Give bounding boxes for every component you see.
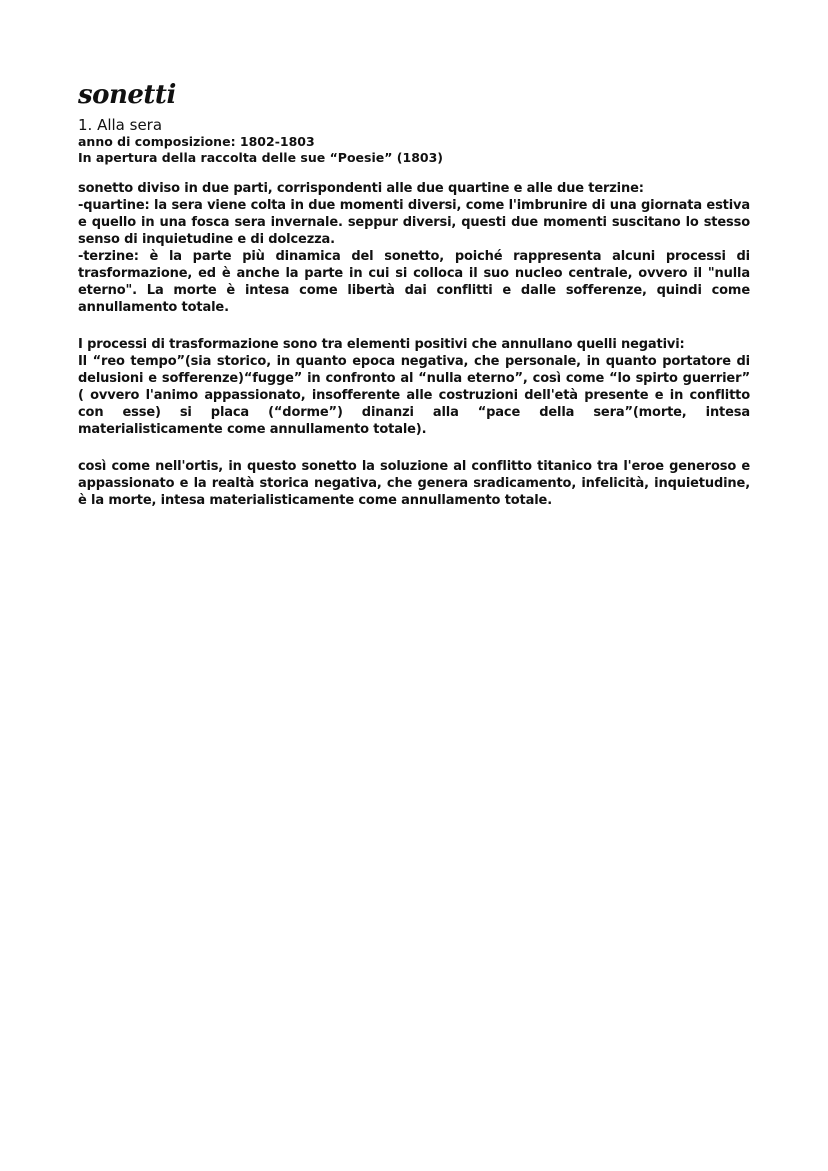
paragraph-line: Il “reo tempo”(sia storico, in quanto epoca negativa, che personale, in quanto portatore di delusioni e sofferenze)“fugge” in confronto al “nulla eterno”, così come “lo spirto guerrier” ( ovvero l'animo appassionato, insofferente alle costruzioni dell'età presente e in conflitto con esse) si placa (“dorme”) dinanzi alla “pace della sera”(morte, intesa materialisticamente come annullamento totale). (78, 354, 750, 437)
document-page (78, 80, 750, 509)
paragraph-line: così come nell'ortis, in questo sonetto la soluzione al conflitto titanico tra l'eroe generoso e appassionato e la realtà storica negativa, che genera sradicamento, infelicità, inquietudine, è la morte, intesa materialisticamente come annullamento totale. (78, 459, 750, 508)
paragraph-line: -terzine: è la parte più dinamica del sonetto, poiché rappresenta alcuni processi di trasformazione, ed è anche la parte in cui si colloca il suo nucleo centrale, ovvero il "nulla eterno". La morte è intesa come libertà dai conflitti e dalle sofferenze, quindi come annullamento totale. (78, 249, 750, 315)
section-title: 1. Alla sera (78, 116, 163, 134)
paragraph-structure (78, 180, 750, 316)
paragraph-line: I processi di trasformazione sono tra elementi positivi che annullano quelli negativi: (78, 337, 685, 352)
document-title: sonetti (78, 80, 176, 110)
paragraph-conclusion (78, 458, 750, 509)
paragraph-transformation (78, 336, 750, 438)
collection-note: In apertura della raccolta delle sue “Poesie” (1803) (78, 150, 444, 165)
paragraph-line: sonetto diviso in due parti, corrispondenti alle due quartine e alle due terzine: (78, 181, 644, 196)
paragraph-line: -quartine: la sera viene colta in due momenti diversi, come l'imbrunire di una giornata estiva e quello in una fosca sera invernale. seppur diversi, questi due momenti suscitano lo stesso senso di inquietudine e di dolcezza. (78, 198, 750, 247)
composition-year: anno di composizione: 1802-1803 (78, 134, 315, 149)
